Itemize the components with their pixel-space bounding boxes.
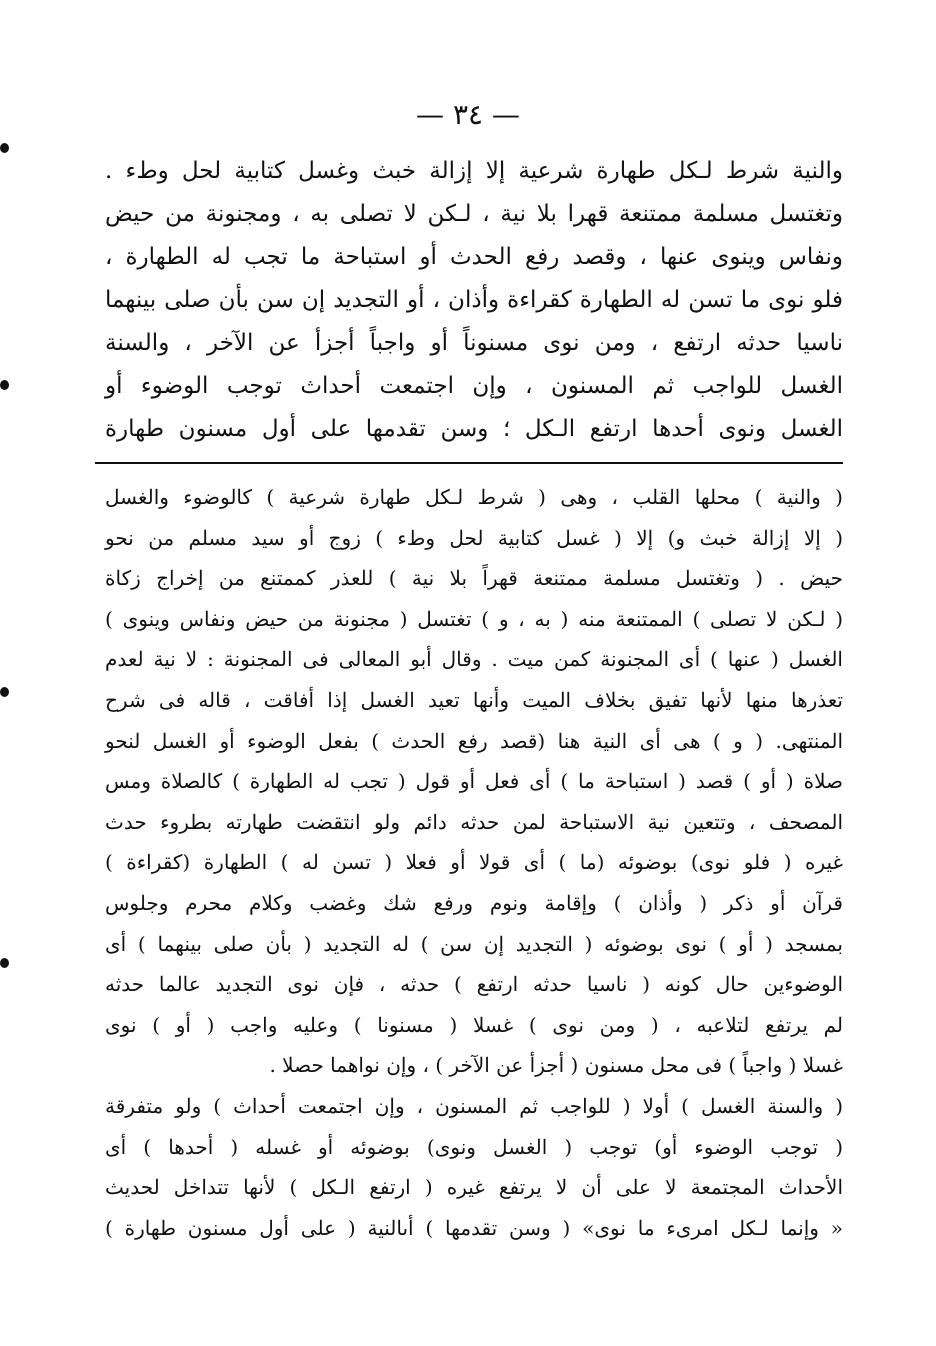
commentary-line: تعذرها منها لأنها تفيق بخلاف الميت وأنها تعيد الغسل إذا أفاقت ، قاله فى شرح xyxy=(105,687,843,712)
commentary-line: بمسجد ( أو ) نوى بوضوئه ( التجديد إن سن ) له التجديد ( بأن صلى بينهما ) أى xyxy=(105,931,843,956)
commentary-line: الأحداث المجتمعة لا على أن لا يرتفع غيره ( ارتفع الـكل ) لأنها تتداخل لحديث xyxy=(105,1175,843,1200)
commentary-line: صلاة ( أو ) قصد ( استباحة ما ) أى فعل أو قول ( تجب له الطهارة ) كالصلاة ومس xyxy=(105,769,843,794)
commentary-line: غيره ( فلو نوى) بوضوئه (ما ) أى قولا أو فعلا ( تسن له ) الطهارة (كقراءة ) xyxy=(105,850,843,875)
main-text-block xyxy=(105,150,843,451)
commentary-line: ( لـكن لا تصلى ) الممتنعة منه ( به ، و ) تغتسل ( مجنونة من حيض ونفاس وينوى ) xyxy=(105,606,843,631)
commentary-line: الغسل ( عنها ) أى المجنونة كمن ميت . وقال أبو المعالى فى المجنونة : لا نية لعدم xyxy=(105,647,843,672)
main-text-line: والنية شرط لـكل طهارة شرعية إلا إزالة خبث وغسل كتابية لحل وطء . xyxy=(105,158,843,184)
commentary-line: « وإنما لـكل امرىء ما نوى» ( وسن تقدمها ) أىالنية ( على أول مسنون طهارة ) xyxy=(105,1215,843,1240)
main-text-line: ناسيا حدثه ارتفع ، ومن نوى مسنوناً أو واجباً أجزأ عن الآخر ، والسنة xyxy=(105,330,843,356)
commentary-block xyxy=(105,477,843,1248)
scan-margin-mark xyxy=(0,687,9,697)
main-text-line: الغسل للواجب ثم المسنون ، وإن اجتمعت أحداث توجب الوضوء أو xyxy=(105,373,843,399)
commentary-line: غسلا ( واجباً ) فى محل مسنون ( أجزأ عن الآخر ) ، وإن نواهما حصلا . xyxy=(269,1053,843,1078)
commentary-line: المنتهى. ( و ) هى أى النية هنا (قصد رفع الحدث ) بفعل الوضوء أو الغسل لنحو xyxy=(105,728,843,753)
commentary-line: المصحف ، وتتعين نية الاستباحة لمن حدثه دائم ولو انتقضت طهارته بطروء حدث xyxy=(105,809,843,834)
commentary-line: ( إلا إزالة خبث و) إلا ( غسل كتابية لحل وطء ) زوج أو سيد مسلم من نحو xyxy=(105,525,843,550)
scan-margin-mark xyxy=(0,380,9,390)
commentary-line: قرآن أو ذكر ( وأذان ) وإقامة ونوم ورفع شك وغضب وكلام محرم وجلوس xyxy=(105,890,843,915)
commentary-line: ( توجب الوضوء أو) توجب ( الغسل ونوى) بوضوئه أو غسله ( أحدها ) أى xyxy=(105,1134,843,1159)
commentary-line: الوضوءين حال كونه ( ناسيا حدثه ارتفع ) حدثه ، فإن نوى التجديد عالما حدثه xyxy=(105,972,843,997)
page-number: — ٣٤ — xyxy=(416,98,520,131)
commentary-line: ( والسنة الغسل ) أولا ( للواجب ثم المسنون ، وإن اجتمعت أحداث ) ولو متفرقة xyxy=(105,1093,843,1118)
commentary-line: لم يرتفع لتلاعبه ، ( ومن نوى ) غسلا ( مسنونا ) وعليه واجب ( أو ) نوى xyxy=(105,1012,843,1037)
scan-margin-mark xyxy=(0,143,9,153)
main-text-line: الغسل ونوى أحدها ارتفع الـكل ؛ وسن تقدمها على أول مسنون طهارة xyxy=(105,416,843,442)
commentary-line: حيض . ( وتغتسل مسلمة ممتنعة قهراً بلا نية ) للعذر كممتنع من إخراج زكاة xyxy=(105,566,843,591)
main-text-line: فلو نوى ما تسن له الطهارة كقراءة وأذان ، أو التجديد إن سن بأن صلى بينهما xyxy=(105,287,843,313)
section-divider xyxy=(95,462,843,464)
commentary-line: ( والنية ) محلها القلب ، وهى ( شرط لـكل طهارة شرعية ) كالوضوء والغسل xyxy=(105,485,843,509)
main-text-line: وتغتسل مسلمة ممتنعة قهرا بلا نية ، لـكن لا تصلى به ، ومجنونة من حيض xyxy=(105,201,843,227)
main-text-line: ونفاس وينوى عنها ، وقصد رفع الحدث أو استباحة ما تجب له الطهارة ، xyxy=(105,244,843,270)
scan-margin-mark xyxy=(0,958,9,968)
